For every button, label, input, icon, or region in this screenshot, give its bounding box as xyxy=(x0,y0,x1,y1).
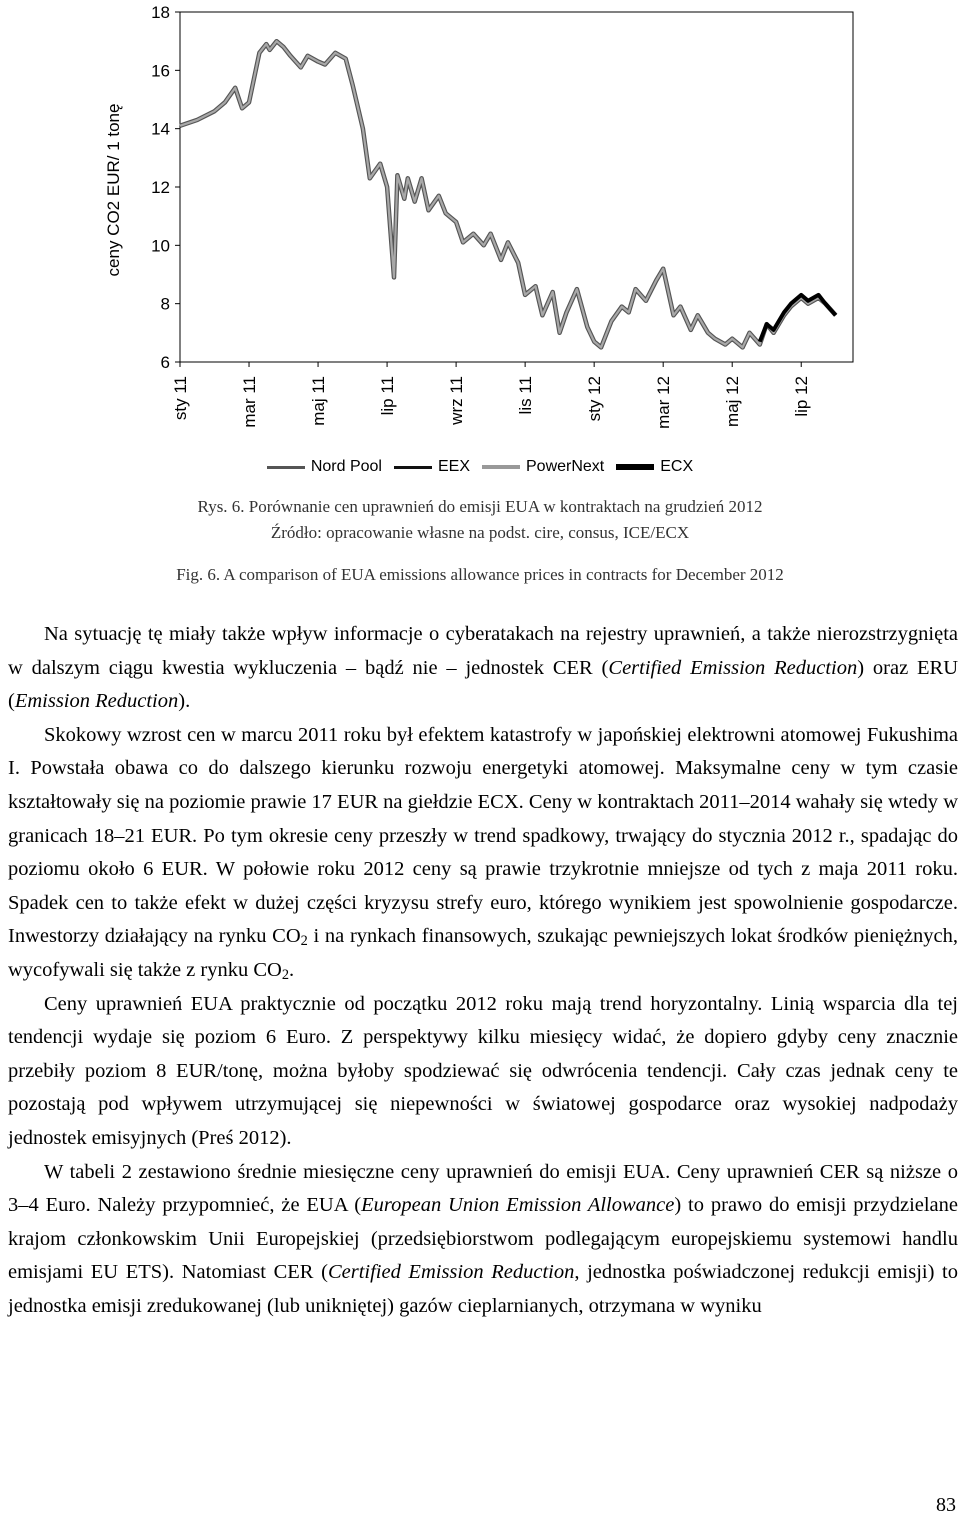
text-run: Na sytuację tę miały także wpływ informacje o cyberatakach na rejestry uprawnień, a także nierozstrzygnięta w dalszym ciągu kwestia wykluczenia – bądź nie – jednostek CER ( xyxy=(8,623,958,679)
y-tick-label: 18 xyxy=(151,3,170,22)
x-tick-label: wrz 11 xyxy=(447,376,467,425)
series-line-powernext xyxy=(180,41,836,347)
y-tick-label: 8 xyxy=(160,294,170,314)
y-tick-label: 16 xyxy=(151,61,170,81)
y-axis-label: ceny CO2 EUR/ 1 tonę xyxy=(104,103,123,277)
chart-legend xyxy=(0,455,960,479)
text-run: Skokowy wzrost cen w marcu 2011 roku był efektem katastrofy w japońskiej elektrowni atomowej Fukushima I. Powstała obawa co do dalszego kierunku rozwoju energetyki atomowej. Maksymalne ceny w tym czasie kształtowały się na poziomie prawie 17 EUR na giełdzie ECX. Ceny w kontraktach 2011–2014 wahały się wtedy w granicach 18–21 EUR. Po tym okresie ceny przeszły w trend spadkowy, trwający do stycznia 2012 r., spadając do poziomu około 6 EUR. W połowie roku 2012 ceny są prawie trzykrotnie mniejsze od tych z maja 2011 roku. Spadek cen to także efekt w dużej części kryzysu strefy euro, którego wynikiem jest spowolnienie gospodarcze. Inwestorzy działający na rynku CO xyxy=(8,723,958,948)
subscript: 2 xyxy=(281,966,289,983)
paragraph-4 xyxy=(8,1156,958,1324)
y-tick-label: 6 xyxy=(160,353,170,372)
text-run: ) oraz ERU ( xyxy=(8,656,959,713)
paragraph-2 xyxy=(8,719,958,988)
figure-chart xyxy=(0,0,960,485)
text-run: W tabeli 2 zestawiono średnie miesięczne ceny uprawnień do emisji EUA. Ceny uprawnień CER są niższe o 3–4 Euro. Należy przypomnieć, że EUA ( xyxy=(8,1160,958,1217)
x-tick-label: mar 11 xyxy=(240,376,260,428)
x-tick-label: lip 12 xyxy=(792,376,812,417)
legend-swatch-ecx xyxy=(616,464,654,470)
x-tick-label: maj 11 xyxy=(309,376,329,426)
plot-area-frame xyxy=(180,12,853,362)
legend-item-powernext xyxy=(482,458,604,476)
legend-item-eex xyxy=(394,458,470,476)
x-tick-label: lis 11 xyxy=(516,376,536,415)
page-number: 83 xyxy=(936,1494,956,1516)
legend-swatch-eex xyxy=(394,466,432,469)
text-run: ). xyxy=(178,690,191,713)
legend-swatch-nord-pool xyxy=(267,466,305,469)
text-run-italic: European Union Emission Allowance xyxy=(361,1194,675,1217)
text-run-italic: Certified Emission Reduction xyxy=(608,656,858,679)
legend-item-nord-pool xyxy=(267,458,382,476)
caption-en: Fig. 6. A comparison of EUA emissions allowance prices in contracts for December 2012 xyxy=(176,565,784,584)
figure-captions xyxy=(0,494,960,588)
text-run: i na rynkach finansowych, szukając pewniejszych lokat środków pieniężnych, wycofywali się także z rynku CO xyxy=(8,925,958,981)
caption-pl: Rys. 6. Porównanie cen uprawnień do emisji EUA w kontraktach na grudzień 2012 xyxy=(197,497,763,516)
x-tick-label: sty 12 xyxy=(585,376,605,422)
legend-label: Nord Pool xyxy=(310,458,382,475)
series-line-powernext xyxy=(180,41,836,347)
y-tick-label: 10 xyxy=(151,236,170,256)
subscript: 2 xyxy=(300,933,308,950)
text-run: ) to prawo do emisji przydzielane krajom członkowskim Unii Europejskiej (przedsiębiorstwom podlegającym europejskiemu systemowi handlu emisjami EU ETS). Natomiast CER ( xyxy=(8,1194,959,1284)
paragraph-1 xyxy=(8,618,958,719)
legend-label: EEX xyxy=(437,458,470,475)
text-run-italic: Emission Reduction xyxy=(14,690,179,713)
legend-label: ECX xyxy=(660,458,694,475)
x-tick-label: mar 12 xyxy=(654,376,674,429)
text-run-italic: Certified Emission Reduction xyxy=(327,1261,575,1284)
x-tick-label: sty 11 xyxy=(171,376,190,421)
body-text xyxy=(8,618,958,1323)
legend-item-ecx xyxy=(616,458,693,476)
x-tick-label: lip 11 xyxy=(378,376,398,416)
legend-label: PowerNext xyxy=(526,458,605,475)
x-tick-label: maj 12 xyxy=(723,376,743,428)
y-tick-label: 12 xyxy=(151,178,170,197)
y-tick-label: 14 xyxy=(151,119,170,139)
paragraph-3: Ceny uprawnień EUA praktycznie od początku 2012 roku mają trend horyzontalny. Linią wsparcia dla tej tendencji wydaje się poziom 6 Euro. Z perspektywy kilku miesięcy widać, że dopiero gdyby ceny znacznie przebiły poziom 8 EUR/tonę, można byłoby spodziewać się odwrócenia tendencji. Cały czas jednak ceny te pozostają pod wpływem utrzymującej się niepewności w światowej gospodarce oraz wysokiej nadpodaży jednostek emisyjnych (Preś 2012). xyxy=(8,992,958,1149)
text-run: , jednostka poświadczonej redukcji emisji) to jednostka emisji zredukowanej (lub unikniętej) gazów cieplarnianych, otrzymana w wyniku xyxy=(8,1261,958,1317)
caption-source: Źródło: opracowanie własne na podst. cire, consus, ICE/ECX xyxy=(270,523,690,542)
price-chart xyxy=(0,0,960,450)
legend-swatch-powernext xyxy=(482,465,520,469)
text-run: . xyxy=(289,958,295,981)
